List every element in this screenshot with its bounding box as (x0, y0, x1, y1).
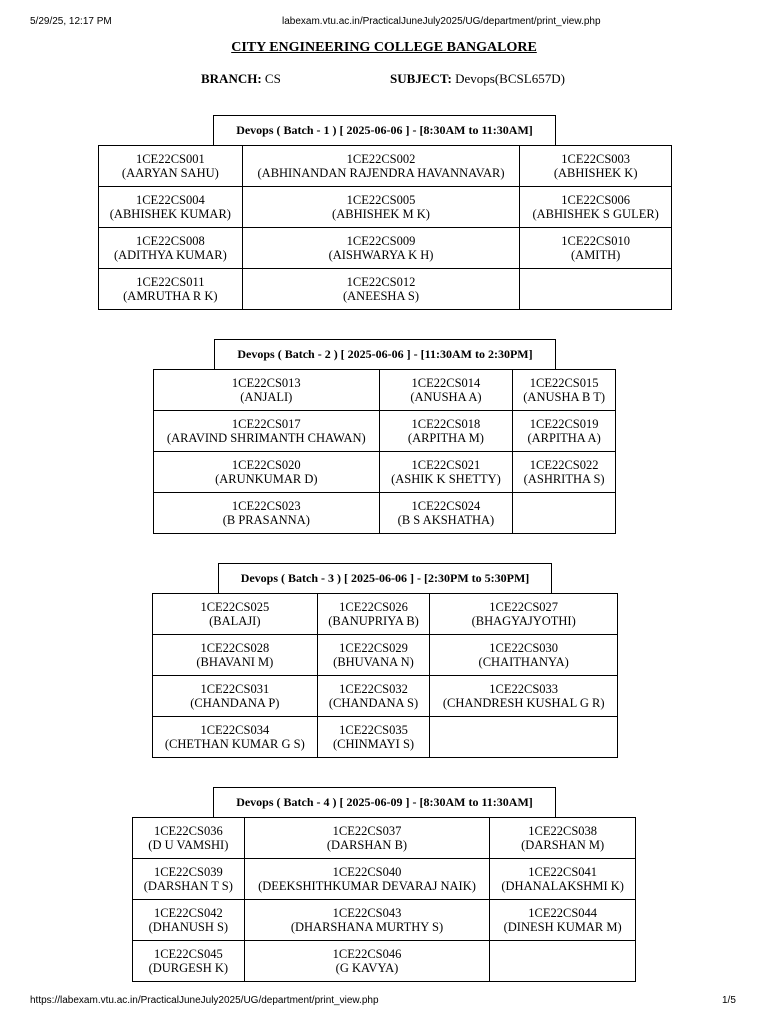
student-cell (430, 635, 618, 676)
student-usn: 1CE22CS030 (489, 641, 559, 655)
student-name: (DARSHAN T S) (143, 879, 233, 893)
student-name: (BALAJI) (209, 614, 261, 628)
student-usn: 1CE22CS012 (346, 275, 416, 289)
student-cell (153, 594, 318, 635)
student-usn: 1CE22CS011 (136, 275, 205, 289)
student-cell (379, 493, 513, 534)
student-usn: 1CE22CS033 (489, 682, 559, 696)
branch-value: CS (264, 71, 281, 86)
student-usn: 1CE22CS002 (346, 152, 416, 166)
student-cell (430, 594, 618, 635)
student-name: (ABHISHEK K) (553, 166, 638, 180)
table-row (154, 411, 616, 452)
student-name: (DURGESH K) (148, 961, 229, 975)
student-usn: 1CE22CS024 (411, 499, 481, 513)
student-cell (317, 635, 430, 676)
table-row (99, 146, 672, 187)
student-cell (317, 676, 430, 717)
student-name: (DHANUSH S) (148, 920, 229, 934)
page-title: CITY ENGINEERING COLLEGE BANGALORE (231, 40, 537, 55)
student-cell (490, 818, 636, 859)
student-usn: 1CE22CS004 (135, 193, 205, 207)
student-cell (379, 452, 513, 493)
batch-table (132, 817, 636, 982)
table-row (99, 187, 672, 228)
student-usn: 1CE22CS003 (561, 152, 631, 166)
batch-title: Devops ( Batch - 3 ) [ 2025-06-06 ] - [2:30PM to 5:30PM] (218, 563, 552, 594)
subject-info (390, 71, 565, 87)
student-name: (ABHISHEK M K) (332, 207, 430, 221)
table-row (154, 493, 616, 534)
student-usn: 1CE22CS001 (135, 152, 205, 166)
student-usn: 1CE22CS026 (339, 600, 408, 614)
student-name: (CHANDANA P) (190, 696, 280, 710)
student-name: (BHAGYAJYOTHI) (471, 614, 576, 628)
student-name: (DEEKSHITHKUMAR DEVARAJ NAIK) (258, 879, 476, 893)
student-name: (ASHIK K SHETTY) (391, 472, 501, 486)
student-usn: 1CE22CS023 (231, 499, 301, 513)
student-cell (133, 818, 245, 859)
print-url: labexam.vtu.ac.in/PracticalJuneJuly2025/UG/department/print_view.php (282, 16, 601, 27)
student-cell (513, 411, 616, 452)
student-usn: 1CE22CS046 (332, 947, 402, 961)
student-usn: 1CE22CS022 (529, 458, 599, 472)
student-cell (242, 269, 520, 310)
student-usn: 1CE22CS038 (528, 824, 598, 838)
student-cell (133, 859, 245, 900)
student-name: (ABHISHEK S GULER) (532, 207, 659, 221)
subject-label: SUBJECT: (390, 71, 452, 86)
student-name: (ANJALI) (240, 390, 293, 404)
print-page-number: 1/5 (722, 995, 736, 1006)
student-cell (244, 818, 490, 859)
student-usn: 1CE22CS018 (411, 417, 481, 431)
student-usn: 1CE22CS015 (529, 376, 599, 390)
student-cell (379, 411, 513, 452)
student-usn: 1CE22CS045 (153, 947, 223, 961)
student-usn: 1CE22CS036 (153, 824, 223, 838)
student-name: (CHANDANA S) (328, 696, 419, 710)
student-name: (DHARSHANA MURTHY S) (290, 920, 444, 934)
student-usn: 1CE22CS005 (346, 193, 416, 207)
empty-cell (513, 493, 616, 534)
student-usn: 1CE22CS009 (346, 234, 416, 248)
student-name: (G KAVYA) (335, 961, 399, 975)
student-name: (CHANDRESH KUSHAL G R) (442, 696, 605, 710)
student-name: (ABHISHEK KUMAR) (109, 207, 231, 221)
student-cell (317, 594, 430, 635)
student-cell (153, 676, 318, 717)
student-cell (133, 941, 245, 982)
student-cell (244, 941, 490, 982)
student-usn: 1CE22CS034 (200, 723, 270, 737)
student-usn: 1CE22CS010 (561, 234, 631, 248)
student-usn: 1CE22CS043 (332, 906, 402, 920)
student-name: (AISHWARYA K H) (328, 248, 434, 262)
student-name: (ANEESHA S) (342, 289, 420, 303)
student-cell (99, 146, 243, 187)
student-cell (242, 228, 520, 269)
student-usn: 1CE22CS017 (231, 417, 301, 431)
student-cell (133, 900, 245, 941)
student-cell (490, 900, 636, 941)
student-name: (DINESH KUMAR M) (503, 920, 622, 934)
student-usn: 1CE22CS027 (489, 600, 559, 614)
student-cell (99, 269, 243, 310)
student-name: (CHETHAN KUMAR G S) (164, 737, 305, 751)
student-name: (ADITHYA KUMAR) (113, 248, 227, 262)
print-footer-url: https://labexam.vtu.ac.in/PracticalJuneJuly2025/UG/department/print_view.php (30, 995, 379, 1006)
student-name: (BHAVANI M) (196, 655, 274, 669)
student-usn: 1CE22CS031 (200, 682, 270, 696)
batch-table (98, 145, 672, 310)
student-name: (AMITH) (571, 248, 621, 262)
print-datetime: 5/29/25, 12:17 PM (30, 16, 112, 27)
student-cell (154, 411, 380, 452)
student-usn: 1CE22CS014 (411, 376, 481, 390)
empty-cell (490, 941, 636, 982)
subject-value: Devops(BCSL657D) (455, 71, 565, 86)
student-cell (99, 228, 243, 269)
batch-title: Devops ( Batch - 2 ) [ 2025-06-06 ] - [11:30AM to 2:30PM] (214, 339, 556, 370)
student-usn: 1CE22CS020 (231, 458, 301, 472)
student-name: (ARPITHA M) (407, 431, 484, 445)
student-cell (430, 676, 618, 717)
student-name: (D U VAMSHI) (148, 838, 229, 852)
student-usn: 1CE22CS028 (200, 641, 270, 655)
student-name: (DARSHAN B) (326, 838, 408, 852)
student-cell (153, 717, 318, 758)
table-row (99, 269, 672, 310)
student-usn: 1CE22CS044 (528, 906, 598, 920)
table-row (133, 859, 636, 900)
empty-cell (430, 717, 618, 758)
table-row (133, 818, 636, 859)
student-name: (AARYAN SAHU) (121, 166, 219, 180)
batch-title: Devops ( Batch - 1 ) [ 2025-06-06 ] - [8:30AM to 11:30AM] (213, 115, 556, 146)
student-name: (DARSHAN M) (521, 838, 605, 852)
student-usn: 1CE22CS040 (332, 865, 402, 879)
student-cell (153, 635, 318, 676)
batch-title: Devops ( Batch - 4 ) [ 2025-06-09 ] - [8:30AM to 11:30AM] (213, 787, 556, 818)
student-cell (242, 187, 520, 228)
student-name: (ANUSHA B T) (523, 390, 605, 404)
student-cell (520, 228, 672, 269)
student-name: (CHAITHANYA) (478, 655, 569, 669)
student-name: (CHINMAYI S) (332, 737, 415, 751)
student-cell (379, 370, 513, 411)
student-cell (317, 717, 430, 758)
student-name: (ARAVIND SHRIMANTH CHAWAN) (166, 431, 366, 445)
branch-label: BRANCH: (201, 71, 262, 86)
batch-table (153, 369, 616, 534)
student-usn: 1CE22CS029 (339, 641, 408, 655)
student-name: (BHUVANA N) (333, 655, 414, 669)
batch-table (152, 593, 618, 758)
student-cell (513, 370, 616, 411)
table-row (154, 452, 616, 493)
student-name: (B PRASANNA) (222, 513, 310, 527)
student-cell (242, 146, 520, 187)
student-name: (DHANALAKSHMI K) (501, 879, 624, 893)
table-row (99, 228, 672, 269)
student-usn: 1CE22CS008 (135, 234, 205, 248)
student-name: (AMRUTHA R K) (123, 289, 218, 303)
table-row (133, 941, 636, 982)
student-usn: 1CE22CS025 (200, 600, 270, 614)
table-row (153, 717, 618, 758)
student-name: (ARUNKUMAR D) (215, 472, 318, 486)
student-usn: 1CE22CS019 (529, 417, 599, 431)
student-usn: 1CE22CS037 (332, 824, 402, 838)
student-cell (154, 452, 380, 493)
student-cell (513, 452, 616, 493)
student-cell (490, 859, 636, 900)
table-row (153, 635, 618, 676)
student-cell (154, 370, 380, 411)
student-name: (ANUSHA A) (410, 390, 482, 404)
table-row (153, 676, 618, 717)
table-row (133, 900, 636, 941)
student-cell (520, 187, 672, 228)
student-cell (99, 187, 243, 228)
student-cell (244, 900, 490, 941)
student-name: (BANUPRIYA B) (328, 614, 419, 628)
student-cell (244, 859, 490, 900)
student-usn: 1CE22CS042 (153, 906, 223, 920)
student-usn: 1CE22CS006 (561, 193, 631, 207)
student-usn: 1CE22CS039 (153, 865, 223, 879)
student-usn: 1CE22CS021 (411, 458, 481, 472)
branch-info (201, 71, 281, 87)
empty-cell (520, 269, 672, 310)
student-usn: 1CE22CS041 (528, 865, 598, 879)
student-name: (ARPITHA A) (527, 431, 601, 445)
student-usn: 1CE22CS032 (339, 682, 408, 696)
student-usn: 1CE22CS035 (339, 723, 408, 737)
table-row (154, 370, 616, 411)
student-cell (520, 146, 672, 187)
table-row (153, 594, 618, 635)
student-cell (154, 493, 380, 534)
student-usn: 1CE22CS013 (231, 376, 301, 390)
student-name: (ABHINANDAN RAJENDRA HAVANNAVAR) (257, 166, 505, 180)
student-name: (B S AKSHATHA) (397, 513, 495, 527)
student-name: (ASHRITHA S) (523, 472, 605, 486)
